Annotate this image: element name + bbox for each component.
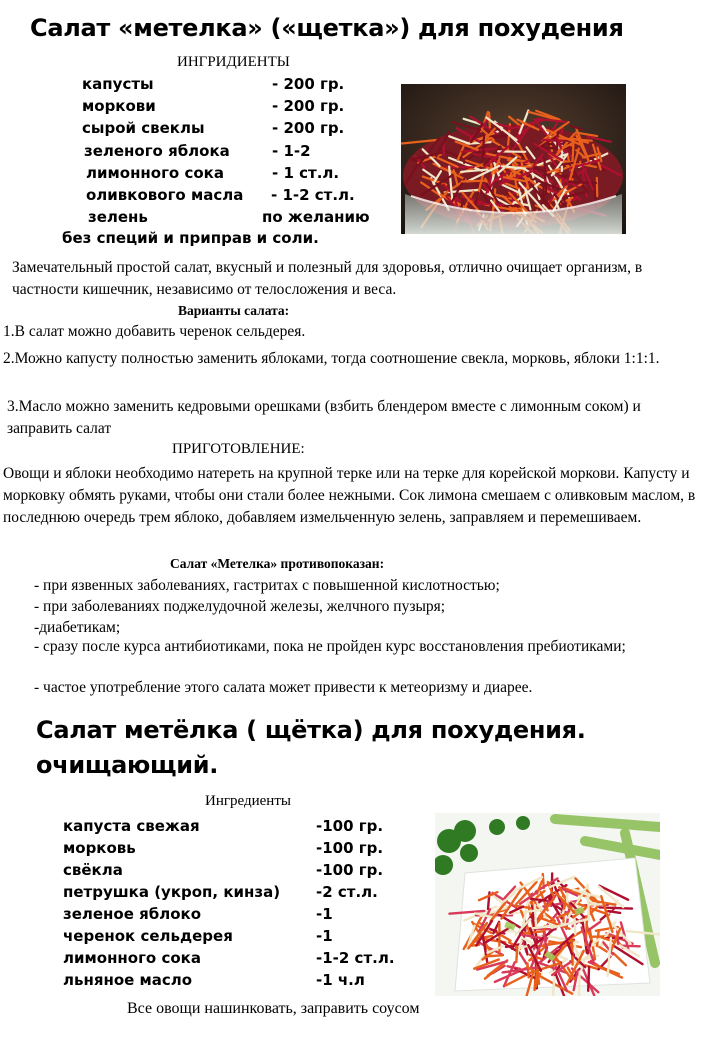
ingredient-name: лимонного сока — [63, 949, 201, 967]
recipe2-title-line1: Салат метёлка ( щётка) для похудения. — [36, 716, 586, 744]
ingredient-name: оливкового масла — [86, 186, 244, 204]
ingredient-amount: -100 гр. — [316, 839, 384, 857]
ingredient-name: зеленое яблоко — [63, 905, 201, 923]
ingredient-name: зелень — [88, 208, 148, 226]
contra-item: - частое употребление этого салата может привести к метеоризму и диарее. — [34, 679, 533, 696]
recipe1-no-spices: без специй и приправ и соли. — [62, 229, 319, 247]
recipe2-title-line2: очищающий. — [36, 751, 219, 779]
ingredient-amount: - 1-2 — [272, 142, 311, 160]
ingredient-name: льняное масло — [63, 971, 193, 989]
ingredient-name: петрушка (укроп, кинза) — [63, 883, 281, 901]
ingredient-amount: по желанию — [262, 208, 370, 226]
ingredient-name: сырой свеклы — [82, 119, 205, 137]
contra-item: - при заболеваниях поджелудочной железы, желчного пузыря; — [34, 598, 446, 615]
recipe1-intro: Замечательный простой салат, вкусный и полезный для здоровья, отлично очищает организм, в частности кишечник, независимо от телосложения и веса. — [12, 259, 643, 298]
ingredient-amount: - 200 гр. — [272, 119, 345, 137]
ingredient-name: моркови — [82, 97, 156, 115]
ingredient-amount: -1 — [316, 905, 333, 923]
ingredient-name: морковь — [63, 839, 136, 857]
ingredient-amount: -1-2 ст.л. — [316, 949, 395, 967]
ingredient-amount: -100 гр. — [316, 817, 384, 835]
ingredient-amount: -1 — [316, 927, 333, 945]
salad-bowl-photo — [401, 84, 626, 234]
contra-item: - при язвенных заболеваниях, гастритах с повышенной кислотностью; — [34, 577, 500, 594]
prep-text: Овощи и яблоки необходимо натереть на крупной терке или на терке для корейской моркови. Капусту и морковку обмять руками, чтобы они стали более нежными. Сок лимона смешаем с оливковым маслом, в последнюю очередь трем яблоко, добавляем измельченную зелень, заправляем и перемешиваем. — [3, 465, 696, 526]
ingredient-name: свёкла — [63, 861, 123, 879]
ingredient-name: зеленого яблока — [84, 142, 230, 160]
ingredient-amount: - 1 ст.л. — [272, 164, 340, 182]
variant-item: 1.В салат можно добавить черенок сельдерея. — [3, 323, 306, 340]
contra-item: -диабетикам; — [34, 619, 121, 636]
ingredient-name: капуста свежая — [63, 817, 200, 835]
recipe2-footer: Все овощи нашинковать, заправить соусом — [127, 1000, 420, 1017]
contra-item: - сразу после курса антибиотиками, пока не пройден курс восстановления пребиотиками; — [34, 638, 626, 655]
ingredient-amount: - 200 гр. — [272, 75, 345, 93]
variant-item: 3.Масло можно заменить кедровыми орешками (взбить блендером вместе с лимонным соком) и заправить салат — [7, 398, 641, 437]
recipe2-ingredients-header: Ингредиенты — [205, 793, 291, 809]
variant-item: 2.Можно капусту полностью заменить яблоками, тогда соотношение свекла, морковь, яблоки 1:1:1. — [3, 350, 660, 367]
recipe1-title: Салат «метелка» («щетка») для похудения — [30, 14, 624, 42]
contra-header: Салат «Метелка» противопоказан: — [170, 556, 385, 571]
variants-header: Варианты салата: — [178, 303, 290, 318]
ingredient-amount: - 1-2 ст.л. — [271, 186, 355, 204]
ingredient-name: капусты — [82, 75, 154, 93]
ingredient-amount: -2 ст.л. — [316, 883, 378, 901]
ingredient-amount: -1 ч.л — [316, 971, 365, 989]
ingredient-name: черенок сельдерея — [63, 927, 233, 945]
ingredient-name: лимонного сока — [86, 164, 224, 182]
recipe1-ingredients-header: ИНГРИДИЕНТЫ — [177, 54, 290, 70]
prep-header: ПРИГОТОВЛЕНИЕ: — [172, 441, 305, 457]
salad-plate-photo — [435, 813, 660, 996]
ingredient-amount: -100 гр. — [316, 861, 384, 879]
ingredient-amount: - 200 гр. — [272, 97, 345, 115]
